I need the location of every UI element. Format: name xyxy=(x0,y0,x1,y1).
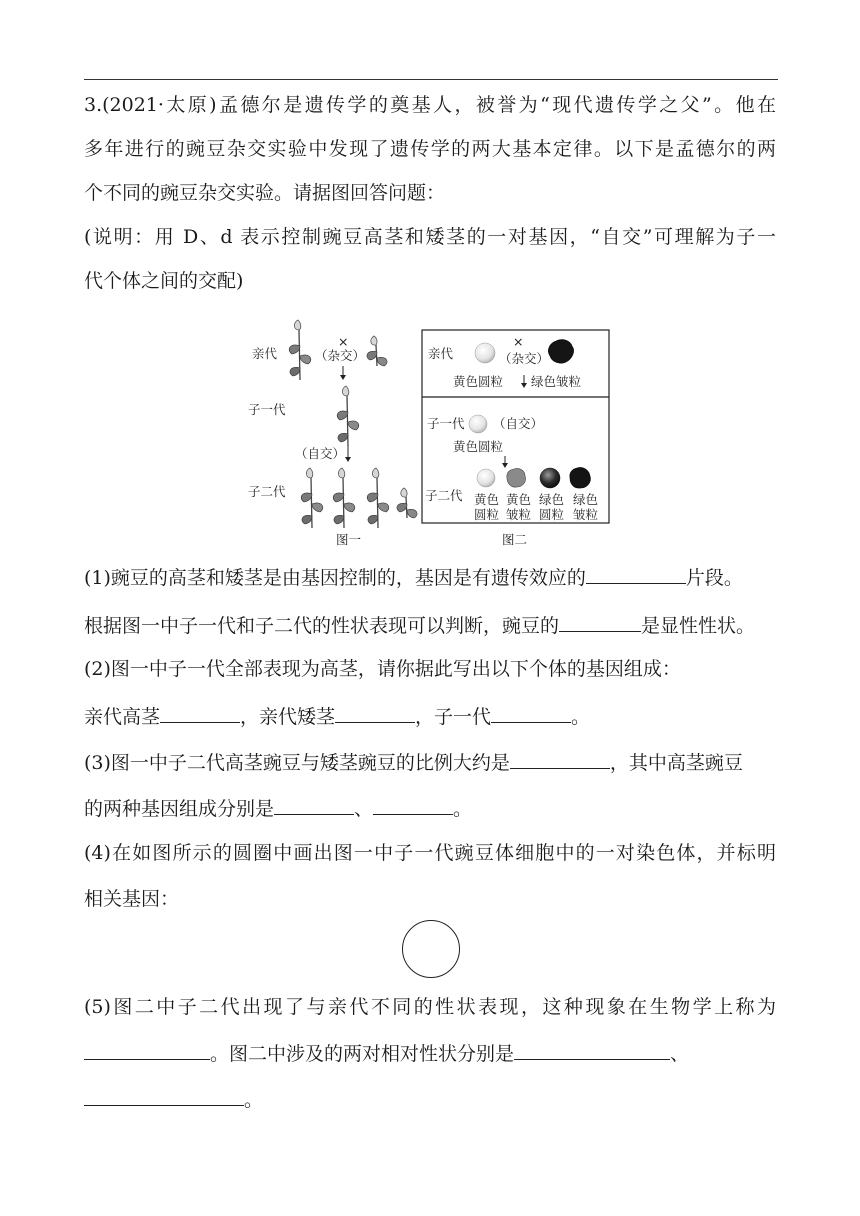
q5-line-2: 。图二中涉及的两对相对性状分别是 、 xyxy=(84,1041,784,1065)
q1-line-1: (1)豌豆的高茎和矮茎是由基因控制的，基因是有遗传效应的 片段。 xyxy=(84,567,743,589)
fig1-f1-label: 子一代 xyxy=(248,402,286,417)
fig1-parent-label: 亲代 xyxy=(252,346,278,361)
fig2-f2-type-1-top: 黄色 xyxy=(474,492,500,507)
fig1-self-label: （自交） xyxy=(295,446,346,461)
fig2-parent-label: 亲代 xyxy=(428,346,454,361)
fig2-f2-green-round-seed xyxy=(540,468,560,488)
q3-line-1: (3)图一中子二代高茎豌豆与矮茎豌豆的比例大约是 ，其中高茎豌豆 xyxy=(84,752,743,774)
fig1-caption: 图一 xyxy=(336,532,362,547)
fig2-parent-left-label: 黄色圆粒 xyxy=(453,374,504,389)
fig2-f2-label: 子二代 xyxy=(425,488,463,503)
fig2-f2-yellow-wrinkled-seed xyxy=(507,468,526,487)
q4-line-2: 相关基因： xyxy=(84,888,180,910)
fig2-parent-green-wrinkled-seed xyxy=(548,340,573,364)
fig2-cross-label: （杂交） xyxy=(499,351,550,366)
q5-answer-blank-trait-pair-2[interactable] xyxy=(84,1087,244,1106)
fig1-f2-plant-3 xyxy=(367,468,389,528)
fig1-parent-tall-plant xyxy=(289,320,311,380)
q3-answer-blank-ratio[interactable] xyxy=(510,750,610,769)
fig1-f1-plant xyxy=(337,386,359,446)
fig1-cross-symbol: × xyxy=(338,334,349,349)
fig1-f2-plant-2 xyxy=(333,468,355,528)
q2-answer-blank-f1[interactable] xyxy=(491,704,571,723)
q5-line-1: (5)图二中子二代出现了与亲代不同的性状表现，这种现象在生物学上称为 xyxy=(84,996,776,1018)
question-note-line-1: (说明：用 D、d 表示控制豌豆高茎和矮茎的一对基因，“自交”可理解为子一 xyxy=(84,226,776,248)
fig2-f2-type-2-bottom: 皱粒 xyxy=(506,507,532,522)
q1-answer-blank-2[interactable] xyxy=(559,613,641,632)
q1-answer-blank-1[interactable] xyxy=(586,565,686,584)
fig2-f1-seed xyxy=(469,415,487,433)
fig1-arrow-1-head xyxy=(340,375,346,380)
fig2-f2-green-wrinkled-seed xyxy=(570,467,591,488)
fig2-arrow-2-head xyxy=(502,463,508,468)
q3-answer-blank-genotype-1[interactable] xyxy=(274,796,354,815)
question-note-line-2: 代个体之间的交配) xyxy=(84,270,244,292)
fig1-f2-label: 子二代 xyxy=(248,484,286,499)
question-intro-line-1: 3.(2021·太原)孟德尔是遗传学的奠基人，被誉为“现代遗传学之父”。他在 xyxy=(84,94,776,116)
q2-answer-blank-parent-tall[interactable] xyxy=(160,704,240,723)
fig2-parent-yellow-round-seed xyxy=(475,343,495,363)
chromosome-drawing-circle[interactable] xyxy=(402,920,460,978)
fig2-f2-type-2-top: 黄色 xyxy=(506,492,532,507)
fig1-f2-plant-short xyxy=(397,488,417,518)
fig1-parent-short-plant xyxy=(367,336,387,366)
figure-1 xyxy=(248,320,417,547)
fig2-cross-symbol: × xyxy=(513,334,524,349)
fig2-f2-type-3-top: 绿色 xyxy=(539,492,565,507)
q5-answer-blank-trait-pair-1[interactable] xyxy=(514,1041,670,1060)
fig2-f2-type-4-top: 绿色 xyxy=(573,492,599,507)
fig2-f1-label: 子一代 xyxy=(427,416,465,431)
fig2-f2-type-1-bottom: 圆粒 xyxy=(474,507,500,522)
fig2-caption: 图二 xyxy=(502,532,528,547)
pea-cross-figures xyxy=(244,318,616,550)
fig2-parent-right-label: 绿色皱粒 xyxy=(531,374,582,389)
fig2-self-label: （自交） xyxy=(493,416,544,431)
q4-line-1: (4)在如图所示的圆圈中画出图一中子一代豌豆体细胞中的一对染色体，并标明 xyxy=(84,842,776,864)
question-intro-line-2: 多年进行的豌豆杂交实验中发现了遗传学的两大基本定律。以下是孟德尔的两 xyxy=(84,138,776,160)
fig1-f2-plant-1 xyxy=(301,468,323,528)
fig1-arrow-2-head xyxy=(345,457,351,462)
q5-line-3: 。 xyxy=(84,1087,784,1111)
question-intro-line-3: 个不同的豌豆杂交实验。请据图回答问题： xyxy=(84,182,446,204)
top-rule xyxy=(84,79,778,80)
q5-answer-blank-term[interactable] xyxy=(84,1041,210,1060)
fig2-f2-type-4-bottom: 皱粒 xyxy=(573,507,599,522)
fig1-cross-label: （杂交） xyxy=(315,348,366,363)
q2-line-1: (2)图一中子一代全部表现为高茎，请你据此写出以下个体的基因组成： xyxy=(84,658,681,680)
figure-2 xyxy=(422,330,609,547)
fig2-f2-type-3-bottom: 圆粒 xyxy=(539,507,565,522)
q2-answer-blank-parent-short[interactable] xyxy=(335,704,415,723)
fig2-f2-yellow-round-seed xyxy=(477,469,495,487)
fig2-f1-seed-label: 黄色圆粒 xyxy=(453,439,504,454)
q3-line-2: 的两种基因组成分别是 、 。 xyxy=(84,798,473,820)
fig2-arrow-1-head xyxy=(521,383,527,388)
q1-line-2: 根据图一中子一代和子二代的性状表现可以判断，豌豆的 是显性性状。 xyxy=(84,615,756,637)
q2-line-2: 亲代高茎 ，亲代矮茎 ，子一代 。 xyxy=(84,706,591,728)
q3-answer-blank-genotype-2[interactable] xyxy=(373,796,453,815)
